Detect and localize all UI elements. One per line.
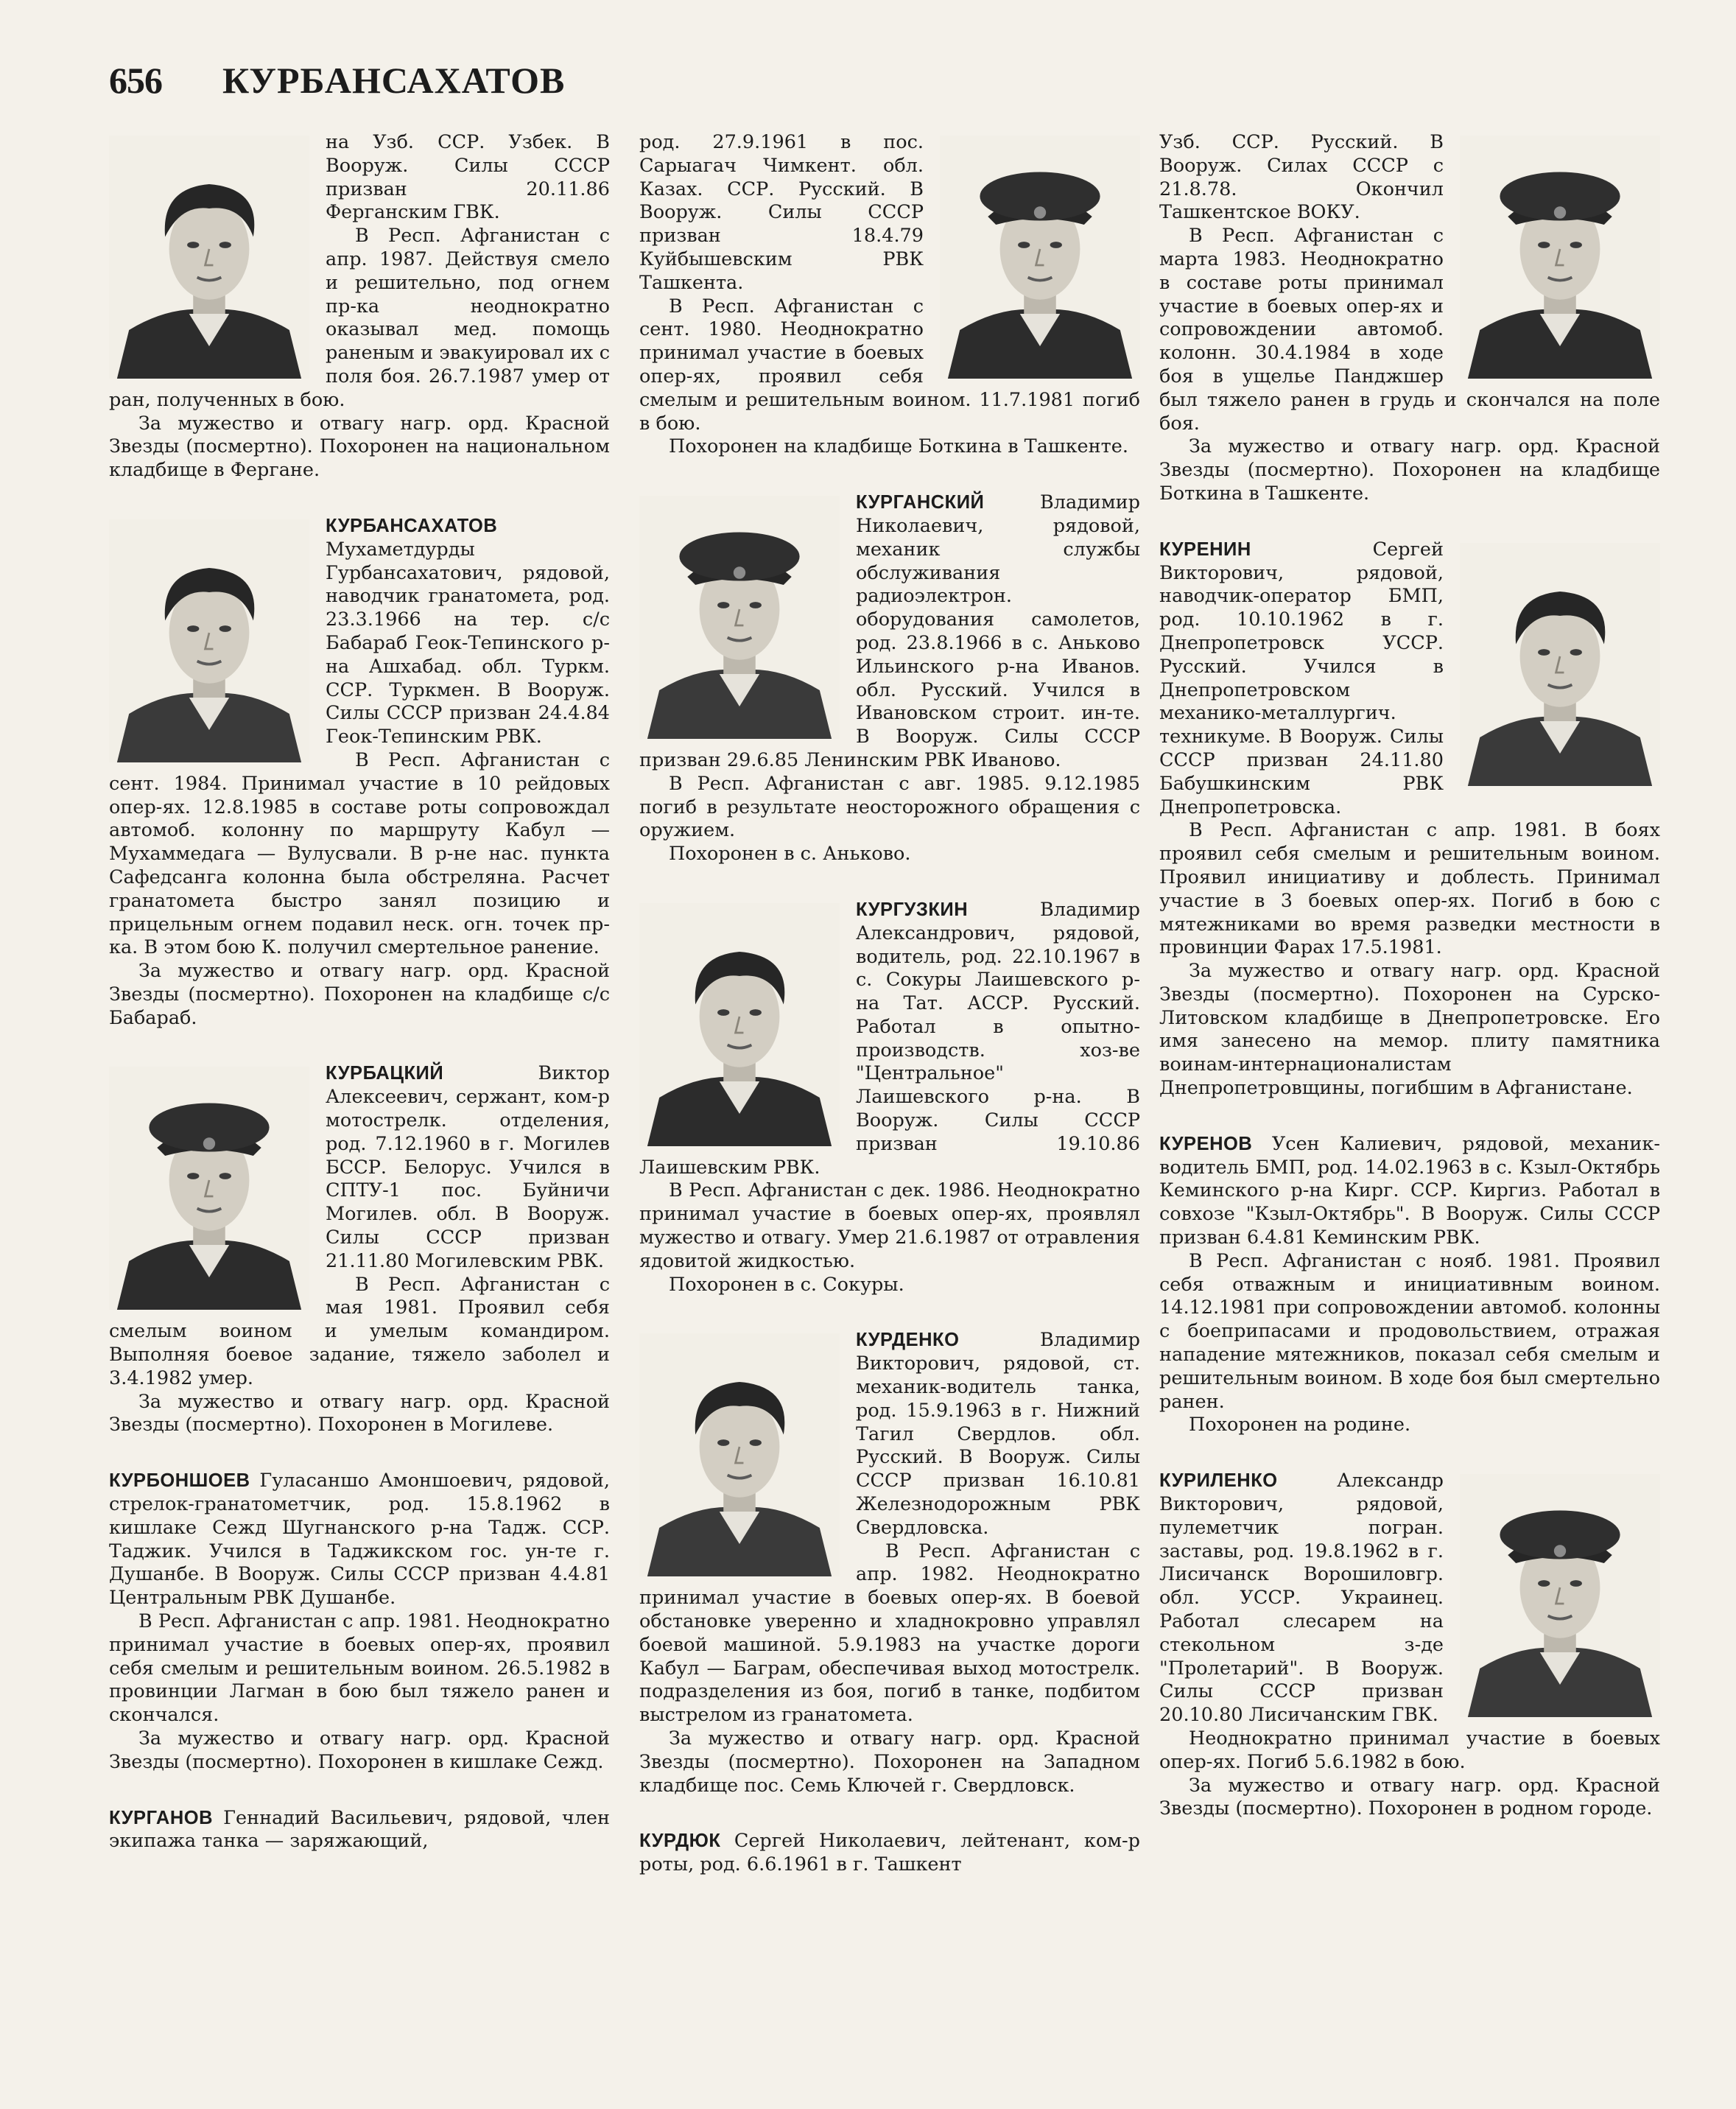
entry-text: За мужество и отвагу нагр. орд. Красной Звезды (посмертно). Похоронен в кишлаке Сежд.: [109, 1727, 610, 1773]
entry: [109, 1062, 610, 1437]
entry: [639, 1830, 1140, 1877]
entry-paragraph: [1159, 435, 1660, 505]
entry-text: Сергей Викторович, рядовой, наводчик-оператор БМП, род. 10.10.1962 в г. Днепропетровск УССР. Русский. Учился в Днепропетровском механико-металлургич. техникуме. В Вооруж. Силы СССР призван 24.11.80 Бабушкинским РВК Днепропетровска.: [1159, 538, 1444, 818]
portrait-photo: [109, 1067, 309, 1310]
entry-text: За мужество и отвагу нагр. орд. Красной Звезды (посмертно). Похоронен на кладбище с/с Бабараб.: [109, 960, 610, 1029]
entry-text: Владимир Викторович, рядовой, ст. механик-водитель танка, род. 15.9.1963 в г. Нижний Тагил Свердлов. обл. Русский. В Вооруж. Силы СССР призван 16.10.81 Железнодорожным РВК Свердловска.: [856, 1329, 1140, 1539]
entry-text: В Респ. Афганистан с марта 1983. Неоднократно в составе роты принимал участие в боевых опер-ях и сопровождении автомоб. колонн. 30.4.1984 в ходе боя в ущелье Панджшер был тяжело ранен в грудь и скончался на поле боя.: [1159, 225, 1660, 435]
portrait-photo: [940, 136, 1140, 379]
entry-text: За мужество и отвагу нагр. орд. Красной Звезды (посмертно). Похоронен на Западном кладбище пос. Семь Ключей г. Свердловск.: [639, 1727, 1140, 1797]
entry-text: Владимир Николаевич, рядовой, механик службы обслуживания радиоэлектрон. оборудования самолетов, род. 23.8.1966 в с. Аньково Ильинского р-на Иванов. обл. Русский. Учился в Ивановском строит. ин-те. В Вооруж. Силы СССР призван 29.6.85 Ленинским РВК Иваново.: [639, 491, 1140, 771]
page-header: [109, 59, 565, 103]
entry-paragraph: [109, 1610, 610, 1727]
entry-paragraph: [109, 413, 610, 482]
entry-surname: КУРДЮК: [639, 1831, 734, 1852]
entry-paragraph: [109, 1391, 610, 1438]
entry-surname: КУРГУЗКИН: [856, 899, 1040, 920]
entry-text: Владимир Александрович, рядовой, водитель, род. 22.10.1967 в с. Сокуры Лаишевского р-на Тат. АССР. Русский. Работал в опытно-производств. хоз-ве "Центральное" Лаишевского р-на. В Вооруж. Силы СССР призван 19.10.86 Лаишевским РВК.: [639, 898, 1140, 1179]
portrait-photo: [1460, 136, 1660, 379]
entry-text: Геннадий Васильевич, рядовой, член экипажа танка — заряжающий,: [109, 1806, 610, 1853]
entry-text: Неоднократно принимал участие в боевых опер-ях. Погиб 5.6.1982 в бою.: [1159, 1727, 1660, 1773]
entry-paragraph: [109, 1470, 610, 1610]
running-head: КУРБАНСАХАТОВ: [222, 60, 566, 101]
column-2: [639, 131, 1140, 1877]
entry: [109, 1807, 610, 1854]
entry-paragraph: [639, 843, 1140, 866]
entry-text: на Узб. ССР. Узбек. В Вооруж. Силы СССР призван 20.11.86 Ферганским ГВК.: [326, 131, 610, 224]
entry-paragraph: [109, 1807, 610, 1854]
portrait-photo: [639, 903, 840, 1146]
entry-paragraph: [1159, 1775, 1660, 1822]
entry-text: За мужество и отвагу нагр. орд. Красной Звезды (посмертно). Похоронен на Сурско-Литовском кладбище в Днепропетровске. Его имя занесено на мемор. плиту памятника воинам-интернационалистам Днепропетровщины, погибшим в Афганистане.: [1159, 960, 1660, 1100]
entry-paragraph: [639, 1179, 1140, 1273]
entry-paragraph: [1159, 1414, 1660, 1437]
entry: [639, 131, 1140, 459]
entry-surname: КУРИЛЕНКО: [1159, 1470, 1337, 1492]
entry: [639, 491, 1140, 866]
entry-text: Похоронен на кладбище Боткина в Ташкенте.: [669, 435, 1128, 458]
entry-text: Сергей Николаевич, лейтенант, ком-р роты, род. 6.6.1961 в г. Ташкент: [639, 1830, 1140, 1876]
portrait-photo: [639, 496, 840, 739]
entry-text: За мужество и отвагу нагр. орд. Красной Звезды (посмертно). Похоронен в родном городе.: [1159, 1774, 1660, 1820]
entry-surname: КУРГАНОВ: [109, 1807, 224, 1828]
entry-text: Узб. ССР. Русский. В Вооруж. Силах СССР с 21.8.78. Окончил Ташкентское ВОКУ.: [1159, 131, 1444, 224]
entry: [639, 1329, 1140, 1797]
portrait-photo: [639, 1333, 840, 1576]
entry-text: В Респ. Афганистан с авг. 1985. 9.12.1985 погиб в результате неосторожного обращения с оружием.: [639, 772, 1140, 842]
entry-text: В Респ. Афганистан с апр. 1981. Неоднократно принимал участие в боевых опер-ях, проявил себя смелым и решительным воином. 26.5.1982 в провинции Лагман в бою был тяжело ранен и скончался.: [109, 1610, 610, 1727]
entry-text: В Респ. Афганистан с апр. 1987. Действуя смело и решительно, под огнем пр-ка неоднократно оказывал мед. помощь раненым и эвакуировал их с поля боя. 26.7.1987 умер от ран, полученных в бою.: [109, 225, 610, 411]
entry-paragraph: [1159, 960, 1660, 1101]
entry-surname: КУРДЕНКО: [856, 1330, 1040, 1351]
entry-text: Похоронен в с. Сокуры.: [669, 1273, 904, 1296]
entry-paragraph: [639, 1830, 1140, 1877]
entry-text: Мухаметдурды Гурбансахатович, рядовой, наводчик гранатомета, род. 23.3.1966 на тер. с/с Бабараб Геок-Тепинского р-на Ашхабад. обл. Туркм. ССР. Туркмен. В Вооруж. Силы СССР призван 24.4.84 Геок-Тепинским РВК.: [326, 538, 610, 748]
entry-text: Александр Викторович, рядовой, пулеметчик погран. заставы, род. 19.8.1962 в г. Лисичанск Ворошиловгр. обл. УССР. Украинец. Работал слесарем на стекольном з-де "Пролетарий". В Вооруж. Силы СССР призван 20.10.80 Лисичанским ГВК.: [1159, 1470, 1444, 1727]
entry-paragraph: [109, 749, 610, 960]
portrait-photo: [1460, 543, 1660, 786]
entry-text: В Респ. Афганистан с апр. 1981. В боях проявил себя смелым и решительным воином. Проявил инициативу и доблесть. Принимал участие в 3 боевых опер-ях. Погиб в бою с мятежниками во время разведки местности в провинции Фарах 17.5.1981.: [1159, 819, 1660, 959]
entry-text: За мужество и отвагу нагр. орд. Красной Звезды (посмертно). Похоронен в Могилеве.: [109, 1390, 610, 1436]
entry-paragraph: [639, 773, 1140, 843]
column-3: [1159, 131, 1660, 1821]
entry-text: Усен Калиевич, рядовой, механик-водитель БМП, род. 14.02.1963 в с. Кзыл-Октябрь Кеминского р-на Кирг. ССР. Киргиз. Работал в совхозе "Кзыл-Октябрь". В Вооруж. Силы СССР призван 6.4.81 Кеминским РВК.: [1159, 1132, 1660, 1249]
entry: [109, 131, 610, 482]
entry-paragraph: [639, 435, 1140, 459]
entry-text: За мужество и отвагу нагр. орд. Красной Звезды (посмертно). Похоронен на национальном кладбище в Фергане.: [109, 412, 610, 482]
entry-paragraph: [109, 1727, 610, 1775]
entry-text: В Респ. Афганистан с сент. 1984. Принимал участие в 10 рейдовых опер-ях. 12.8.1985 в составе роты сопровождал автомоб. колонну по маршруту Кабул — Мухаммедага — Вулусвали. В р-не нас. пункта Сафедсанга колонна была обстреляна. Расчет гранатомета быстро занял позицию и прицельным огнем подавил неск. огн. точек пр-ка. В этом бою К. получил смертельное ранение.: [109, 748, 610, 959]
entry: [1159, 1133, 1660, 1437]
entry-text: В Респ. Афганистан с мая 1981. Проявил себя смелым воином и умелым командиром. Выполняя боевое задание, тяжело заболел и 3.4.1982 умер.: [109, 1273, 610, 1389]
entry-surname: КУРЕНИН: [1159, 538, 1373, 560]
entry-paragraph: [109, 960, 610, 1030]
entry-text: За мужество и отвагу нагр. орд. Красной Звезды (посмертно). Похоронен на кладбище Боткина в Ташкенте.: [1159, 435, 1660, 505]
entry: [1159, 131, 1660, 506]
page-number: 656: [109, 60, 162, 101]
entry-surname: КУРГАНСКИЙ: [856, 492, 1040, 513]
entry-text: Похоронен в с. Аньково.: [669, 843, 911, 866]
entry-paragraph: [639, 1274, 1140, 1297]
entry-paragraph: [1159, 1250, 1660, 1414]
entry-paragraph: [639, 1727, 1140, 1797]
entry-paragraph: [1159, 1133, 1660, 1250]
entry: [109, 515, 610, 1031]
column-1: [109, 131, 610, 1853]
entry-text: Виктор Алексеевич, сержант, ком-р мотострелк. отделения, род. 7.12.1960 в г. Могилев БССР. Белорус. Учился в СПТУ-1 пос. Буйничи Могилев. обл. В Вооруж. Силы СССР призван 21.11.80 Могилевским РВК.: [326, 1062, 610, 1272]
entry: [109, 1470, 610, 1774]
entry-text: В Респ. Афганистан с дек. 1986. Неоднократно принимал участие в боевых опер-ях, проявлял мужество и отвагу. Умер 21.6.1987 от отравления ядовитой жидкостью.: [639, 1179, 1140, 1272]
entry-text: род. 27.9.1961 в пос. Сарыагач Чимкент. обл. Казах. ССР. Русский. В Вооруж. Силы СССР призван 18.4.79 Куйбышевским РВК Ташкента.: [639, 131, 924, 294]
entry-surname: КУРБАЦКИЙ: [326, 1063, 538, 1084]
portrait-photo: [1460, 1474, 1660, 1717]
entry-text: В Респ. Афганистан с нояб. 1981. Проявил себя отважным и инициативным воином. 14.12.1981 при сопровождении автомоб. колонны с боеприпасами и продовольствием, отражая нападение мятежников, показал себя смелым и решительным воином. В ходе боя был смертельно ранен.: [1159, 1249, 1660, 1413]
entry-text: В Респ. Афганистан с сент. 1980. Неоднократно принимал участие в боевых опер-ях, проявил себя смелым и решительным воином. 11.7.1981 погиб в бою.: [639, 295, 1140, 435]
portrait-photo: [109, 519, 309, 762]
entry-surname: КУРЕНОВ: [1159, 1133, 1272, 1154]
entry: [1159, 1470, 1660, 1821]
entry-surname: КУРБОНШОЕВ: [109, 1470, 260, 1492]
entry-surname: КУРБАНСАХАТОВ: [326, 515, 498, 536]
entry-text: Гуласаншо Амоншоевич, рядовой, стрелок-гранатометчик, род. 15.8.1962 в кишлаке Сежд Шугнанского р-на Тадж. ССР. Таджик. Учился в Таджикском гос. ун-те г. Душанбе. В Вооруж. Силы СССР призван 4.4.81 Центральным РВК Душанбе.: [109, 1470, 610, 1610]
entry: [639, 899, 1140, 1297]
portrait-photo: [109, 136, 309, 379]
entry-paragraph: [1159, 819, 1660, 960]
entry: [1159, 538, 1660, 1101]
entry-paragraph: [1159, 1727, 1660, 1775]
entry-text: В Респ. Афганистан с апр. 1982. Неоднократно принимал участие в боевых опер-ях. В боевой обстановке уверенно и хладнокровно управлял боевой машиной. 5.9.1983 на участке дороги Кабул — Баграм, обеспечивая выход мотострелк. подразделения из боя, погиб в танке, подбитом выстрелом из гранатомета.: [639, 1540, 1140, 1727]
entry-text: Похоронен на родине.: [1189, 1414, 1411, 1436]
